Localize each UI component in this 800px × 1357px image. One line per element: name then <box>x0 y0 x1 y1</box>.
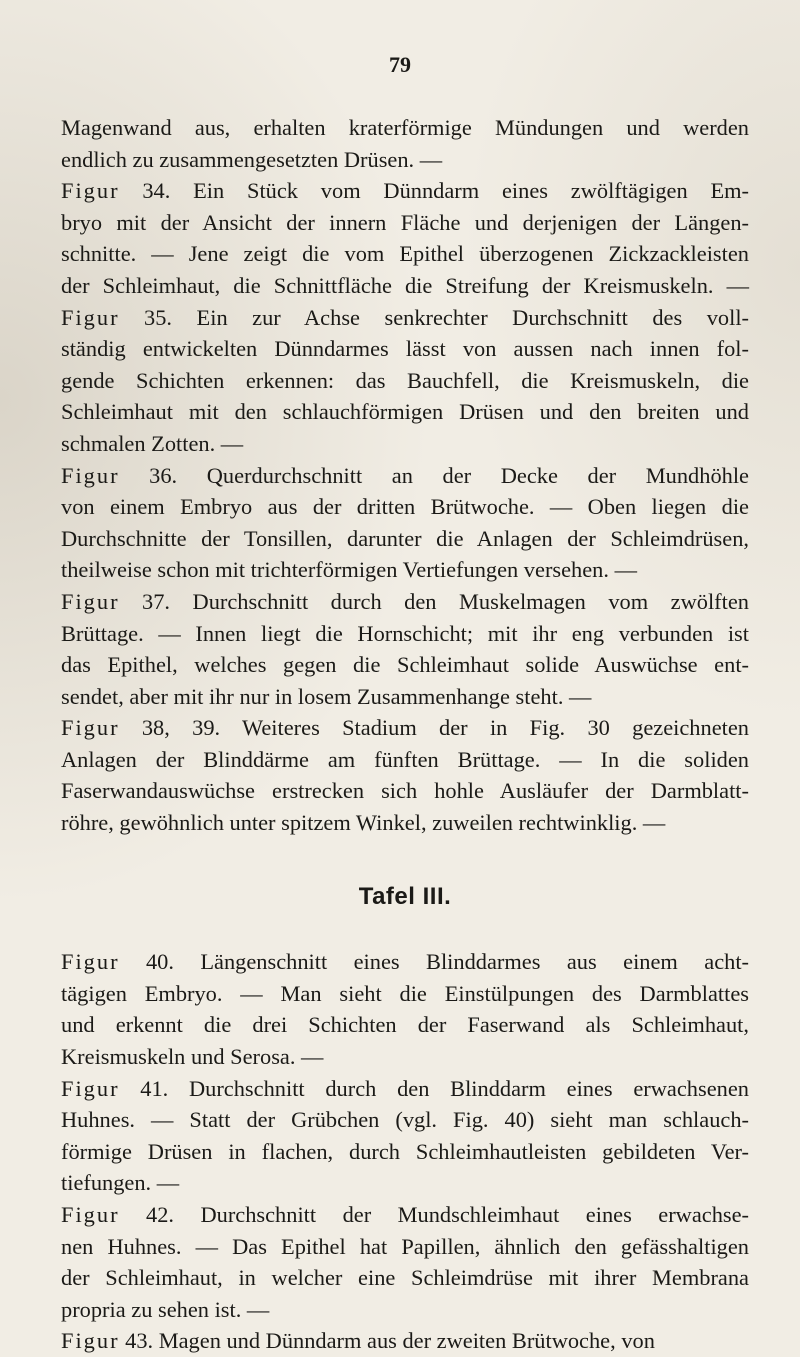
text-line: Figur 38, 39. Weiteres Stadium der in Fig. 30 gezeichneten <box>61 715 749 741</box>
text-line: der Schleimhaut, in welcher eine Schleimdrüse mit ihrer Membrana <box>61 1265 749 1291</box>
text-line: schnitte. — Jene zeigt die vom Epithel überzogenen Zickzackleisten <box>61 241 749 267</box>
text-line: Figur 43. Magen und Dünndarm aus der zweiten Brütwoche, von <box>61 1328 655 1354</box>
text-line: nen Huhnes. — Das Epithel hat Papillen, ähnlich den gefässhaltigen <box>61 1233 749 1259</box>
text-line: Kreismuskeln und Serosa. — <box>61 1044 324 1070</box>
text-line: Figur 37. Durchschnitt durch den Muskelmagen vom zwölften <box>61 588 749 614</box>
text-line: Figur 41. Durchschnitt durch den Blinddarm eines erwachsenen <box>61 1075 749 1101</box>
text-line: röhre, gewöhnlich unter spitzem Winkel, zuweilen rechtwinklig. — <box>61 810 666 836</box>
text-line: sendet, aber mit ihr nur in losem Zusammenhange steht. — <box>61 683 592 709</box>
text-line: gende Schichten erkennen: das Bauchfell, die Kreismuskeln, die <box>61 367 749 393</box>
paragraphs-before-heading <box>61 112 749 839</box>
paragraphs-after-heading <box>61 946 749 1357</box>
text-line: Figur 35. Ein zur Achse senkrechter Durchschnitt des voll- <box>61 304 749 330</box>
text-line: propria zu sehen ist. — <box>61 1296 270 1322</box>
body-text <box>61 112 749 1357</box>
text-line: der Schleimhaut, die Schnittfläche die Streifung der Kreismuskeln. — <box>61 272 749 298</box>
text-line: schmalen Zotten. — <box>61 430 244 456</box>
text-line: theilweise schon mit trichterförmigen Vertiefungen versehen. — <box>61 557 637 583</box>
text-line: und erkennt die drei Schichten der Faserwand als Schleimhaut, <box>61 1012 749 1038</box>
text-line: Magenwand aus, erhalten kraterförmige Mündungen und werden <box>61 115 749 140</box>
text-line: Figur 42. Durchschnitt der Mundschleimhaut eines erwachse- <box>61 1202 749 1227</box>
page-number: 79 <box>389 52 411 77</box>
text-line: tiefungen. — <box>61 1170 180 1196</box>
text-line: das Epithel, welches gegen die Schleimhaut solide Auswüchse ent- <box>61 652 749 678</box>
text-line: förmige Drüsen in flachen, durch Schleimhautleisten gebildeten Ver- <box>61 1138 749 1164</box>
text-line: von einem Embryo aus der dritten Brütwoche. — Oben liegen die <box>61 494 749 520</box>
section-heading: Tafel III. <box>358 882 452 910</box>
text-line: Durchschnitte der Tonsillen, darunter die Anlagen der Schleimdrüsen, <box>61 525 749 551</box>
text-line: Anlagen der Blinddärme am fünften Brüttage. — In die soliden <box>61 746 749 772</box>
text-line: Faserwandauswüchse erstrecken sich hohle Ausläufer der Darmblatt- <box>61 778 749 804</box>
text-line: Schleimhaut mit den schlauchförmigen Drüsen und den breiten und <box>61 399 749 425</box>
text-line: Figur 34. Ein Stück vom Dünndarm eines zwölftägigen Em- <box>61 178 749 204</box>
text-line: Figur 36. Querdurchschnitt an der Decke der Mundhöhle <box>61 462 749 488</box>
text-line: Huhnes. — Statt der Grübchen (vgl. Fig. 40) sieht man schlauch- <box>61 1107 749 1133</box>
text-line: Figur 40. Längenschnitt eines Blinddarmes aus einem acht- <box>61 949 749 975</box>
text-line: tägigen Embryo. — Man sieht die Einstülpungen des Darmblattes <box>61 980 749 1006</box>
text-line: ständig entwickelten Dünndarmes lässt von aussen nach innen fol- <box>61 336 749 362</box>
text-line: Brüttage. — Innen liegt die Hornschicht; mit ihr eng verbunden ist <box>61 620 749 646</box>
text-line: endlich zu zusammengesetzten Drüsen. — <box>61 146 443 172</box>
text-line: bryo mit der Ansicht der innern Fläche und derjenigen der Längen- <box>61 209 749 235</box>
